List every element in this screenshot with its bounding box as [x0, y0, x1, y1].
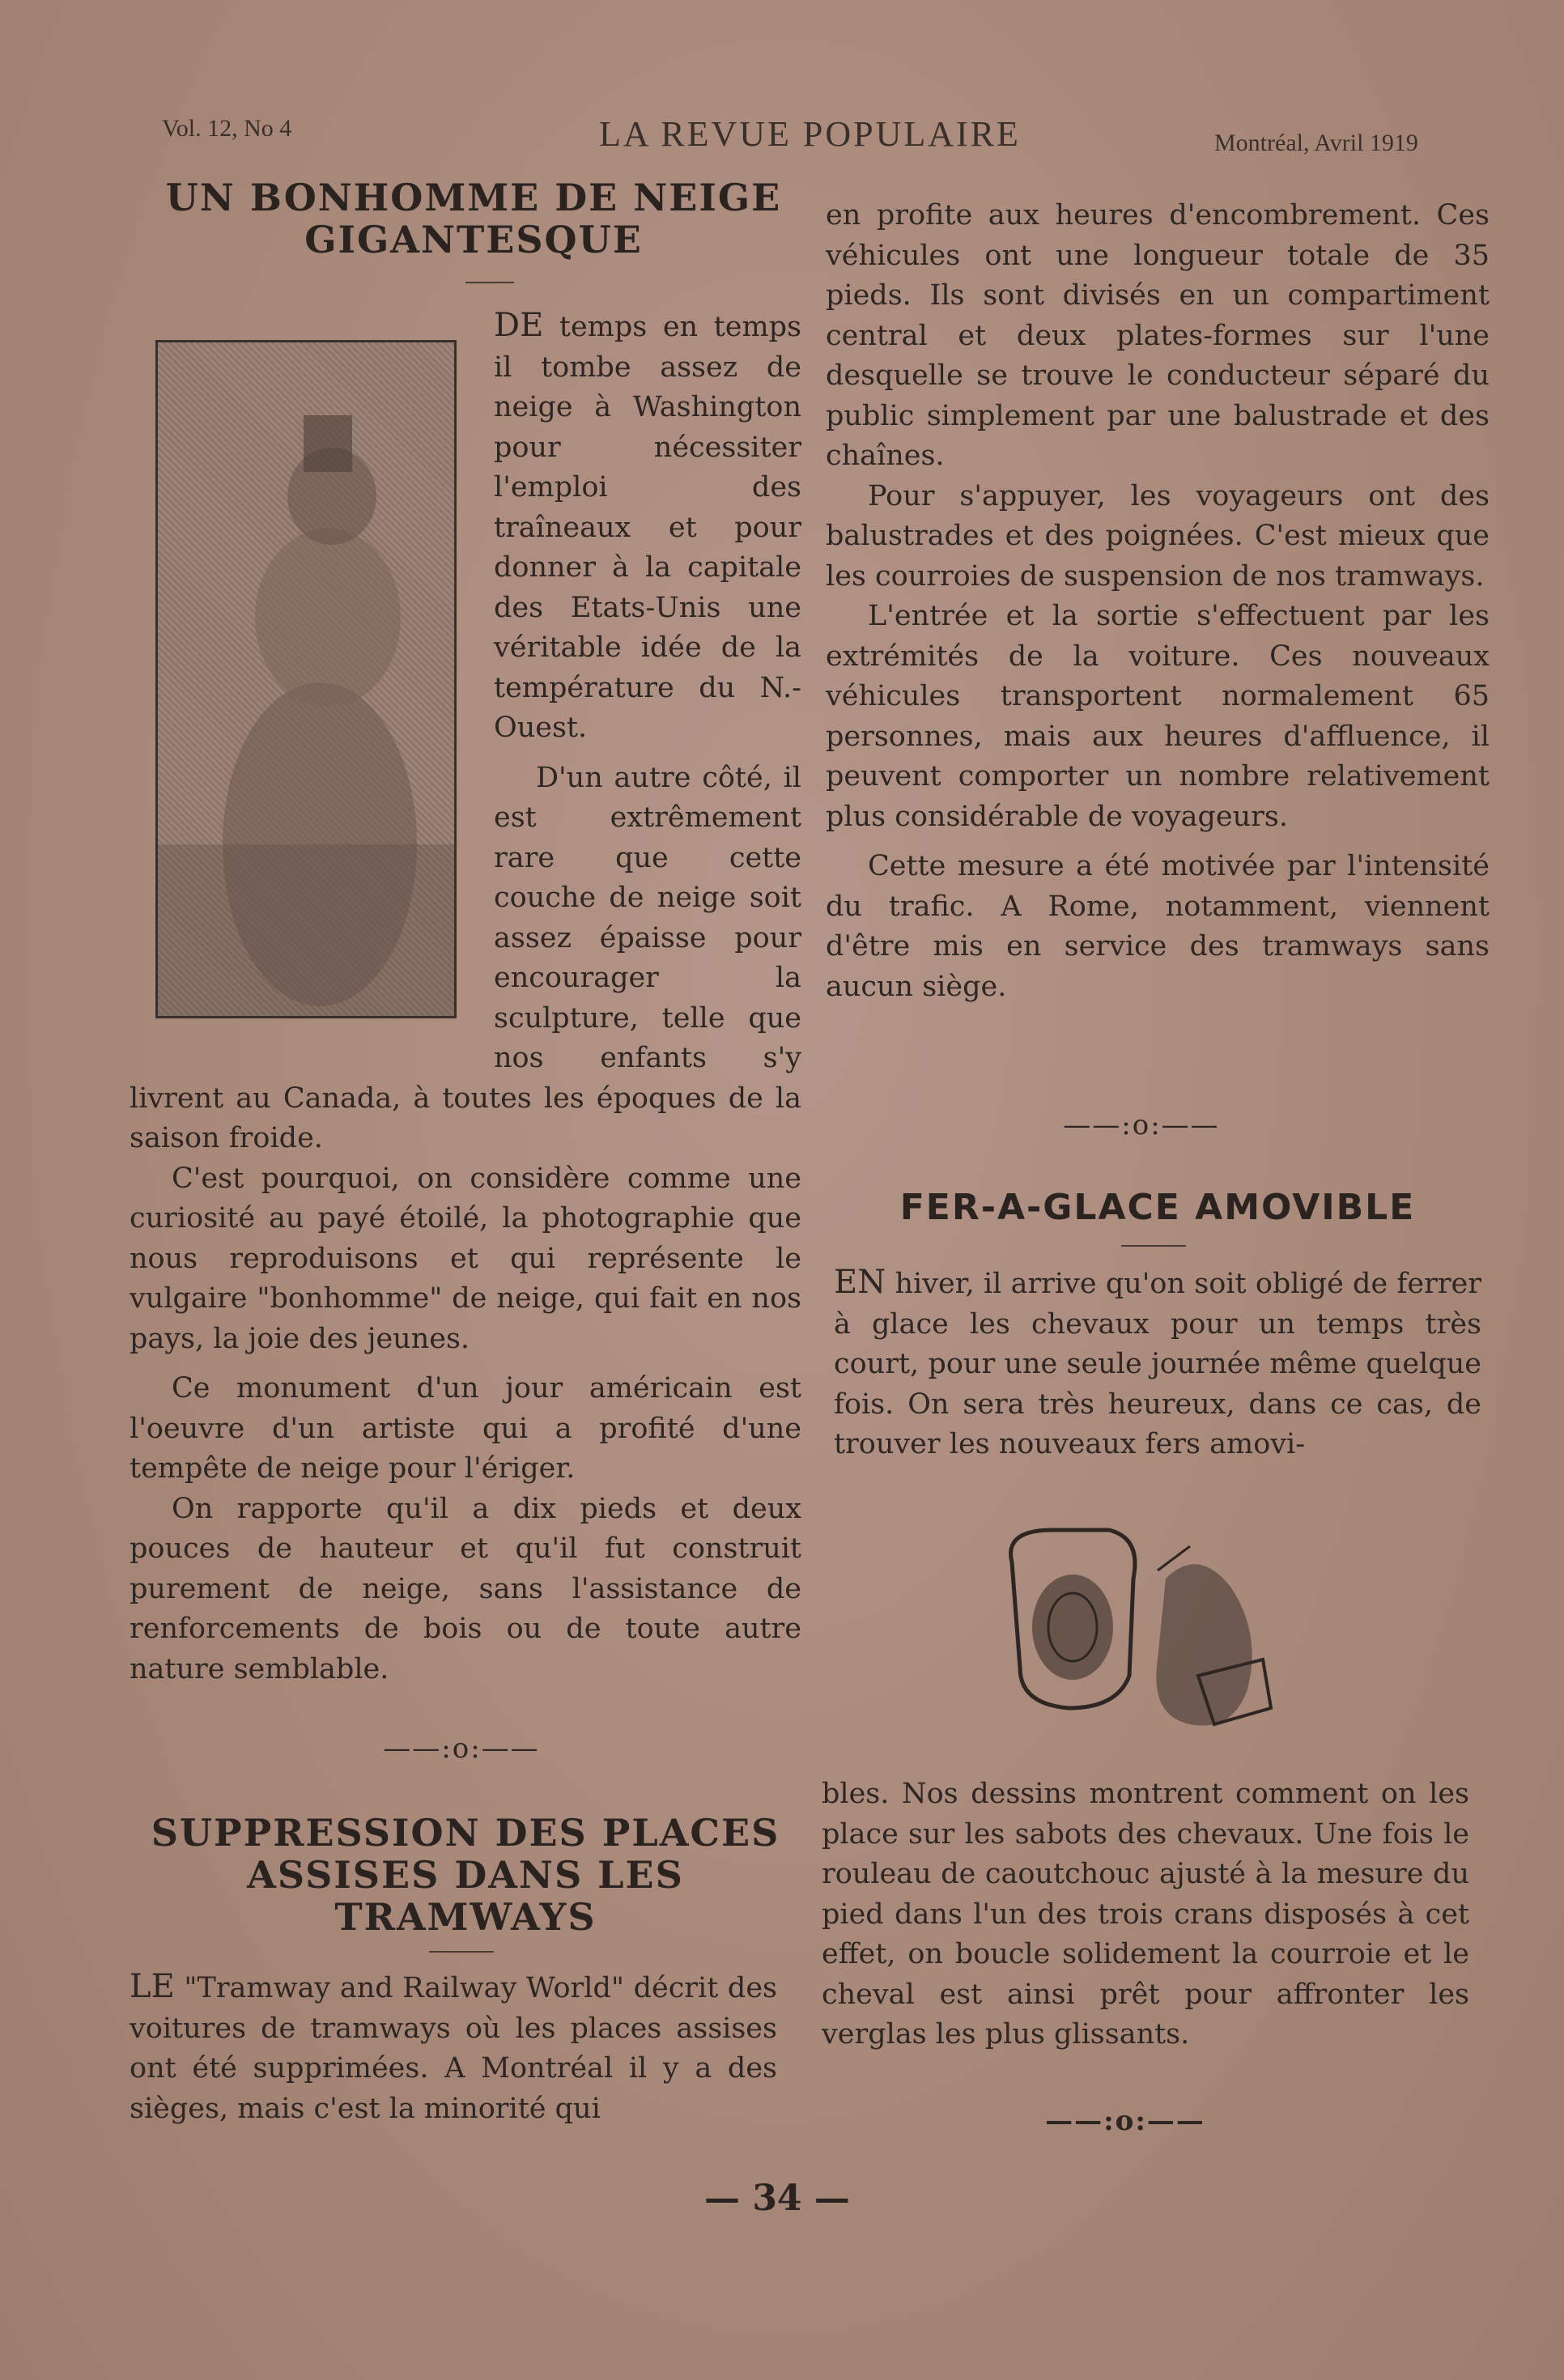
- article2-title: [130, 1812, 801, 1938]
- article1-paragraph3: C'est pourquoi, on considère comme une curiosité au payé étoilé, la photographie que nous reproduisons et qui représente le vulgaire "bonhomme" de neige, qui fait en nos pays, la joie des jeunes.: [130, 1162, 801, 1355]
- title-rule: [1121, 1245, 1186, 1247]
- article2-title-line1: SUPPRESSION DES PLACES: [151, 1811, 780, 1855]
- article1-body: [130, 306, 801, 1689]
- article2-body-start: [130, 1967, 777, 2129]
- dropcap: EN: [834, 1264, 886, 1301]
- article3-body-end: [822, 1774, 1469, 2055]
- publication-title: LA REVUE POPULAIRE: [599, 114, 1021, 154]
- article3-paragraph1-start: EN hiver, il arrive qu'on soit obligé de ferrer à glace les chevaux pour un temps très court, pour une seule journée même quelque fois. On sera très heureux, dans ce cas, de trouver les nouveaux fers amovi-: [834, 1264, 1481, 1460]
- article2-title-line2: ASSISES DANS LES: [247, 1853, 684, 1897]
- separator: ——:o:——: [1063, 1109, 1220, 1141]
- article2-paragraph4: Cette mesure a été motivée par l'intensité du trafic. A Rome, notamment, viennent d'être mis en service des tramways sans aucun siège.: [826, 850, 1490, 1003]
- article2-paragraph3: L'entrée et la sortie s'effectuent par les extrémités de la voiture. Ces nouveaux véhicules transportent normalement 65 personnes, mais aux heures d'affluence, il peuvent comporter un nombre relativement plus considérable de voyageurs.: [826, 600, 1490, 833]
- article2-paragraph1-end: en profite aux heures d'encombrement. Ces véhicules ont une longueur totale de 35 pieds. Ils sont divisés en un compartiment central et deux plates-formes sur l'une desquelle se trouve le conducteur séparé du public simplement par une balustrade et des chaînes.: [826, 199, 1490, 472]
- article3-body-start: [834, 1263, 1481, 1465]
- article1-paragraph4: Ce monument d'un jour américain est l'oeuvre d'un artiste qui a profité d'une tempête de neige pour l'ériger.: [130, 1372, 801, 1485]
- separator: ——:o:——: [383, 1732, 540, 1765]
- article1-paragraph5: On rapporte qu'il a dix pieds et deux pouces de hauteur et qu'il fut construit purement de neige, sans l'assistance de renforcements de bois ou de toute autre nature semblable.: [130, 1492, 801, 1685]
- volume-info: Vol. 12, No 4: [162, 115, 292, 142]
- article1-title-line2: GIGANTESQUE: [304, 218, 643, 261]
- article1-paragraph2: D'un autre côté, il est extrêmement rare que cette couche de neige soit assez épaisse pour encourager la sculpture, telle que nos enfants s'y livrent au Canada, à toutes les époques de la saison froide.: [130, 761, 801, 1154]
- article2-title-line3: TRAMWAYS: [334, 1895, 597, 1939]
- separator: ——:o:——: [1045, 2105, 1205, 2137]
- article2-body-continued: [826, 196, 1490, 1007]
- issue-date: Montréal, Avril 1919: [1214, 130, 1418, 156]
- article3-title: FER-A-GLACE AMOVIBLE: [899, 1187, 1416, 1228]
- horseshoe-illustration: [988, 1514, 1311, 1749]
- article2-paragraph2: Pour s'appuyer, les voyageurs ont des balustrades et des poignées. C'est mieux que les courroies de suspension de nos tramways.: [826, 479, 1490, 593]
- article3-paragraph1-end: bles. Nos dessins montrent comment on les place sur les sabots des chevaux. Une fois le rouleau de caoutchouc ajusté à la mesure du pied dans l'un des trois crans disposés à cet effet, on boucle solidement la courroie et le cheval est ainsi prêt pour affronter les verglas les plus glissants.: [822, 1778, 1469, 2051]
- dropcap: DE: [494, 307, 544, 344]
- title-rule: [465, 282, 514, 283]
- article1-paragraph1: DE temps en temps il tombe assez de neige à Washington pour nécessiter l'emploi des traîneaux et pour donner à la capitale des Etats-Unis une véritable idée de la température du N.-Ouest.: [494, 307, 801, 744]
- title-rule: [429, 1951, 494, 1953]
- article1-title-line1: UN BONHOMME DE NEIGE: [165, 176, 782, 219]
- article2-paragraph1-start: LE "Tramway and Railway World" décrit des voitures de tramways où les places assises ont été supprimées. A Montréal il y a des sièges, mais c'est la minorité qui: [130, 1968, 777, 2125]
- page-number: — 34 —: [704, 2178, 850, 2219]
- article1-title: [130, 176, 818, 261]
- dropcap: LE: [130, 1968, 175, 2005]
